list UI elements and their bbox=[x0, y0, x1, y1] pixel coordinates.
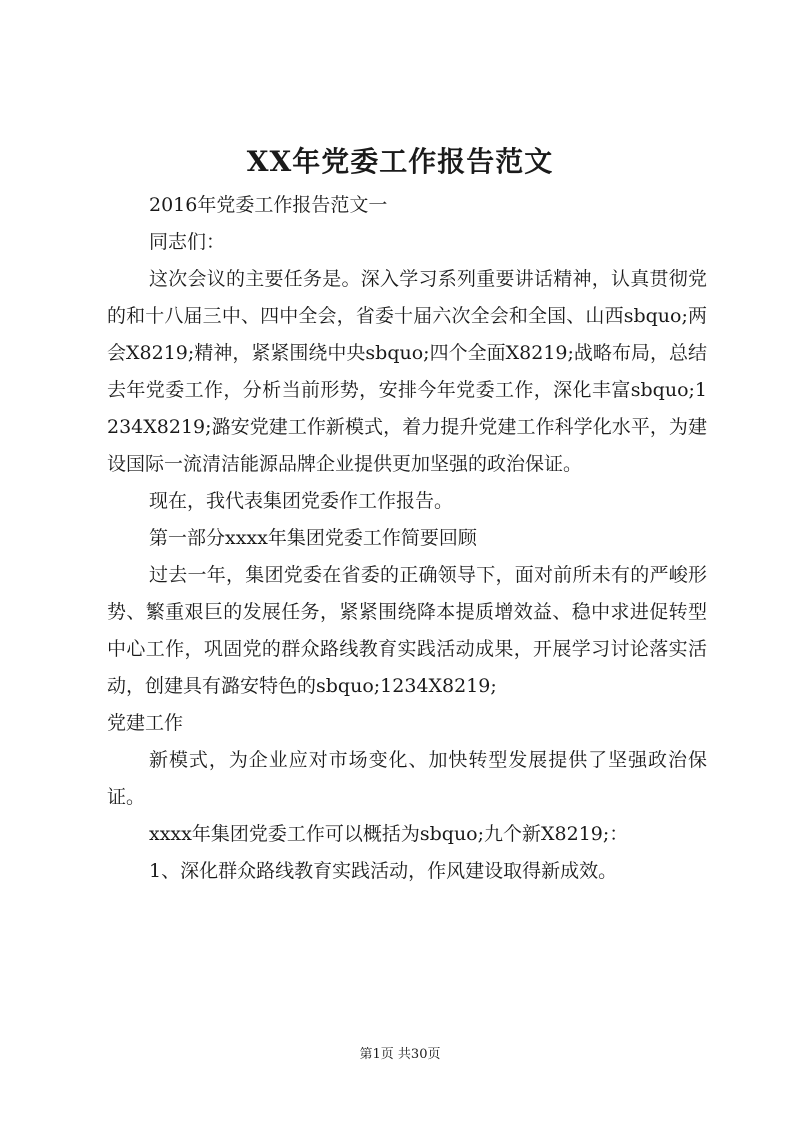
paragraph-past-year: 过去一年，集团党委在省委的正确领导下，面对前所未有的严峻形势、繁重艰巨的发展任务，紧紧围绕降本提质增效益、稳中求进促转型中心工作，巩固党的群众路线教育实践活动成果，开展学习讨论落实活动，创建具有潞安特色的sbquo;1234X8219; bbox=[107, 564, 707, 697]
section-heading-part-one: 第一部分xxxx年集团党委工作简要回顾 bbox=[149, 527, 477, 549]
paragraph-meeting-tasks: 这次会议的主要任务是。深入学习系列重要讲话精神，认真贯彻党的和十八届三中、四中全会，省委十届六次全会和全国、山西sbquo;两会X8219;精神，紧紧围绕中央sbquo;四个全面X8219;战略布局，总结去年党委工作，分析当前形势，安排今年党委工作，深化丰富sbquo;1234X8219;潞安党建工作新模式，着力提升党建工作科学化水平，为建设国际一流清洁能源品牌企业提供更加坚强的政治保证。 bbox=[107, 268, 707, 475]
document-body bbox=[107, 187, 707, 890]
paragraph-report-intro: 现在，我代表集团党委作工作报告。 bbox=[149, 490, 454, 512]
paragraph-salutation: 同志们： bbox=[149, 231, 226, 253]
paragraph-nine-new: xxxx年集团党委工作可以概括为sbquo;九个新X8219;： bbox=[149, 823, 629, 845]
document-title: XX年党委工作报告范文 bbox=[246, 145, 554, 178]
page-number-footer: 第1页 共30页 bbox=[359, 1047, 441, 1062]
paragraph-continuation: 党建工作 bbox=[107, 712, 184, 734]
paragraph-subtitle: 2016年党委工作报告范文一 bbox=[149, 194, 388, 216]
paragraph-new-model: 新模式，为企业应对市场变化、加快转型发展提供了坚强政治保证。 bbox=[107, 749, 707, 808]
list-item-1: 1、深化群众路线教育实践活动，作风建设取得新成效。 bbox=[149, 860, 618, 882]
